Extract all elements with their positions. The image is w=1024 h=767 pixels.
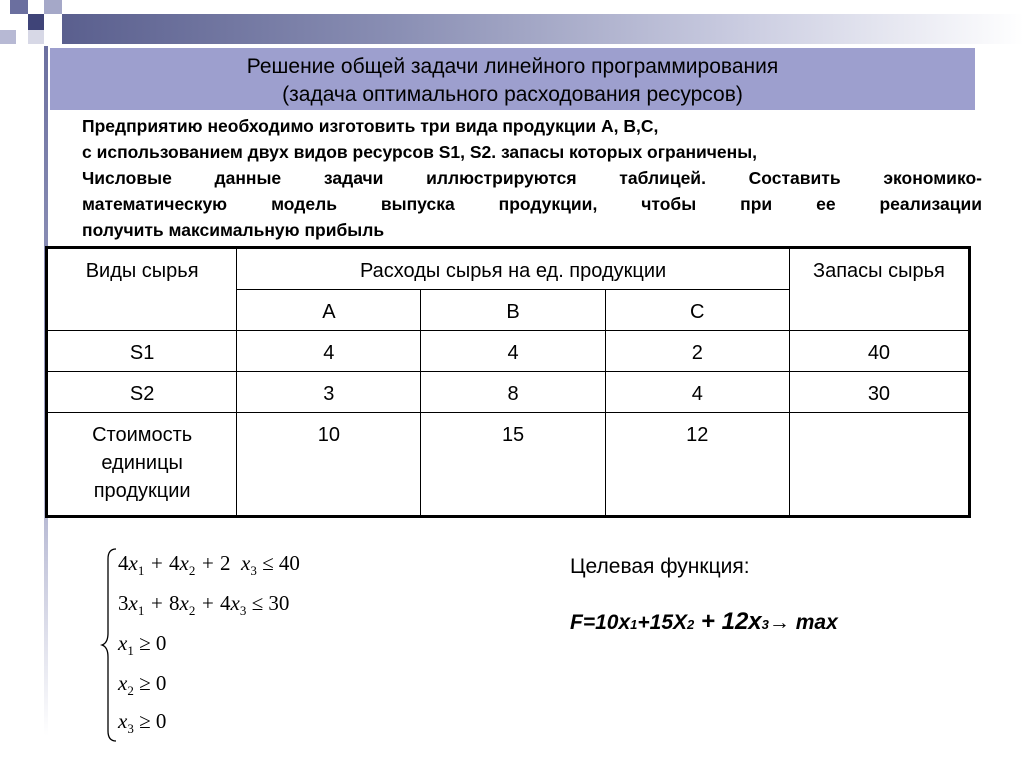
problem-line-2: с использованием двух видов ресурсов S1, S2. запасы которых ограничены, — [82, 142, 758, 162]
deco-square-4 — [0, 30, 16, 44]
constraint-x1: $x_1 \ge 0$ — [118, 631, 167, 659]
row-s1-a: 4 — [237, 331, 421, 372]
deco-square-1 — [10, 0, 28, 14]
resource-table — [45, 246, 971, 518]
row-s1-c: 2 — [605, 331, 789, 372]
row-s2-name: S2 — [47, 372, 237, 413]
row-s2-b: 8 — [421, 372, 605, 413]
row-s2-a: 3 — [237, 372, 421, 413]
problem-line-4: математическую модель выпуска продукции, чтобы при ее реализации — [82, 194, 982, 214]
row-s1-stock: 40 — [789, 331, 969, 372]
constraint-2: $3x_1 + 8x_2 + 4x_3 \le 30$ — [118, 591, 290, 619]
title-line-2: (задача оптимального расходования ресурсов) — [282, 83, 743, 106]
constraint-system — [100, 545, 460, 745]
deco-square-5 — [28, 30, 44, 44]
row-s1-b: 4 — [421, 331, 605, 372]
row-s2-c: 4 — [605, 372, 789, 413]
header-stock: Запасы сырья — [789, 248, 969, 331]
row-cost-stock — [789, 413, 969, 517]
header-consumption: Расходы сырья на ед. продукции — [237, 248, 790, 290]
header-product-c: С — [605, 290, 789, 331]
row-cost-label: Стоимость единицы продукции — [47, 413, 237, 517]
table-row — [47, 331, 970, 372]
row-cost-c: 12 — [605, 413, 789, 517]
table-row — [47, 372, 970, 413]
header-resource: Виды сырья — [47, 248, 237, 331]
slide-title — [50, 48, 975, 110]
row-s2-stock: 30 — [789, 372, 969, 413]
problem-line-5: получить максимальную прибыль — [82, 220, 385, 240]
header-product-b: В — [421, 290, 605, 331]
problem-line-3: Числовые данные задачи иллюстрируются таблицей. Составить экономико- — [82, 168, 982, 188]
deco-square-2 — [44, 0, 62, 14]
row-s1-name: S1 — [47, 331, 237, 372]
goal-function-label: Целевая функция: — [570, 555, 750, 578]
row-cost-a: 10 — [237, 413, 421, 517]
deco-square-3 — [28, 14, 44, 30]
row-cost-b: 15 — [421, 413, 605, 517]
curly-brace-icon — [100, 545, 120, 745]
goal-function: F=10x1+15X2 + 12x3→ max — [570, 608, 838, 635]
table-row — [47, 413, 970, 517]
constraint-1: $4x_1 + 4x_2 + 2$ $x_3 \le 40$ — [118, 551, 300, 579]
problem-line-1: Предприятию необходимо изготовить три вида продукции А, В,С, — [82, 116, 659, 136]
header-gradient-bar — [62, 14, 1024, 44]
constraint-x2: $x_2 \ge 0$ — [118, 671, 167, 699]
table-header-row — [47, 248, 970, 290]
constraint-x3: $x_3 \ge 0$ — [118, 709, 167, 737]
header-product-a: А — [237, 290, 421, 331]
title-line-1: Решение общей задачи линейного программирования — [246, 55, 779, 78]
problem-statement — [82, 113, 982, 243]
